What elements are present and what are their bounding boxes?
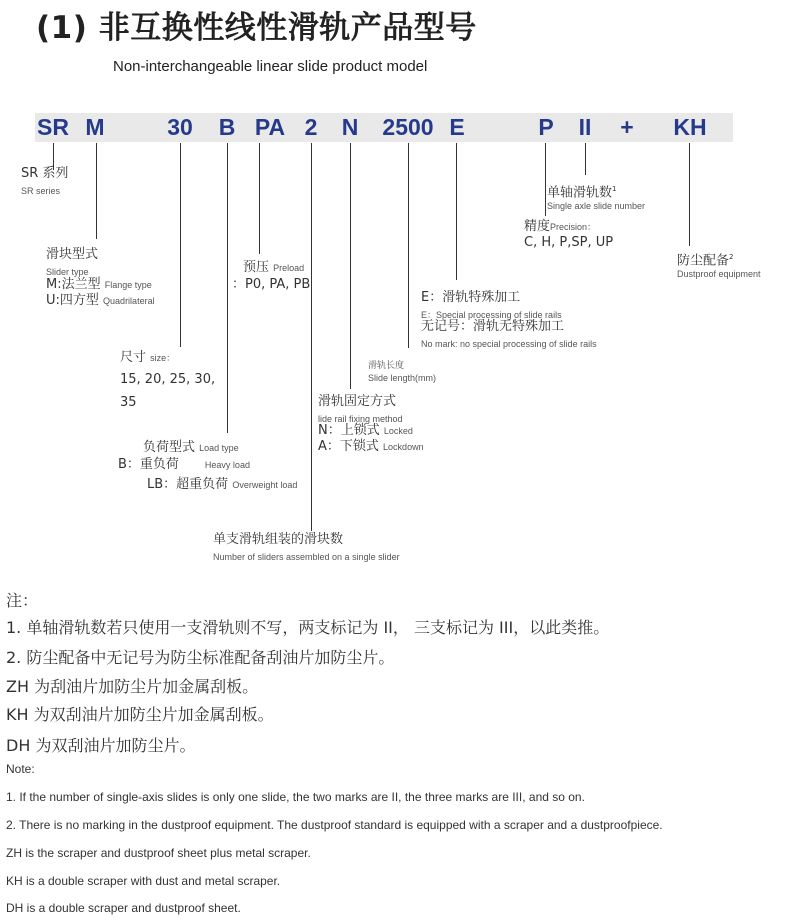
note-en-2: 2. There is no marking in the dustproof equipment. The dustproof standard is equipped with a scraper and a dustproofpiece. bbox=[6, 818, 663, 832]
label-length-en: Slide length(mm) bbox=[368, 373, 437, 383]
label-load-heavy: B：重负荷 Heavy load bbox=[118, 457, 250, 472]
leader-fixing-method bbox=[350, 143, 351, 389]
leader-dustproof bbox=[689, 143, 690, 246]
note-cn-zh: ZH 为刮油片加防尘片加金属刮板。 bbox=[6, 677, 259, 696]
code-plus: + bbox=[620, 114, 634, 140]
label-length: 滑轨长度 bbox=[368, 360, 405, 370]
code-sr: SR bbox=[37, 114, 69, 140]
note-cn-2: 2. 防尘配备中无记号为防尘标准配备刮油片加防尘片。 bbox=[6, 648, 395, 667]
label-slider-type-en: Slider type bbox=[46, 267, 89, 277]
code-special-processing: E bbox=[449, 114, 465, 140]
page-subtitle: Non-interchangeable linear slide product model bbox=[113, 58, 428, 75]
note-en-dh: DH is a double scraper and dustproof sheet. bbox=[6, 901, 241, 915]
page-title: (1) 非互换性线性滑轨产品型号 bbox=[36, 10, 477, 46]
label-load-overweight: LB：超重负荷 Overweight load bbox=[147, 477, 298, 492]
note-cn-1: 1. 单轴滑轨数若只使用一支滑轨则不写，两支标记为 II， 三支标记为 III，以此类推。 bbox=[6, 618, 610, 637]
label-fixing-locked: N：上锁式 Locked bbox=[318, 423, 413, 438]
label-size: 尺寸 size： bbox=[120, 350, 176, 365]
label-precision: 精度Precision： bbox=[524, 219, 597, 234]
label-size-values: 15, 20, 25, 30, bbox=[120, 372, 216, 387]
leader-single-axis-number bbox=[585, 143, 586, 175]
code-preload: PA bbox=[254, 114, 286, 140]
label-sr-series-en: SR series bbox=[21, 186, 61, 196]
note-en-1: 1. If the number of single-axis slides is only one slide, the two marks are II, the three marks are III, and so on. bbox=[6, 790, 585, 804]
leader-size bbox=[180, 143, 181, 347]
label-preload-values: ：P0, PA, PB bbox=[232, 277, 311, 292]
label-fixing-method: 滑轨固定方式 bbox=[318, 394, 397, 409]
label-preload: 预压 Preload bbox=[243, 260, 305, 275]
label-special-none: 无记号：滑轨无特殊加工 bbox=[421, 319, 565, 334]
label-slider-flange: M:法兰型 Flange type bbox=[46, 277, 152, 292]
label-size-values-2: 35 bbox=[120, 395, 137, 410]
code-slider-type: M bbox=[85, 114, 105, 140]
code-single-axis-number: II bbox=[578, 114, 592, 140]
label-slider-count-en: Number of sliders assembled on a single slider bbox=[213, 552, 400, 562]
label-load-type: 负荷型式 Load type bbox=[143, 440, 239, 455]
leader-slider-count bbox=[311, 143, 312, 531]
label-dustproof: 防尘配备$^2$ bbox=[677, 253, 734, 269]
note-cn-heading: 注： bbox=[6, 591, 39, 610]
label-special-none-en: No mark: no special processing of slide rails bbox=[421, 339, 597, 349]
leader-special-processing bbox=[456, 143, 457, 280]
label-fixing-method-en: lide rail fixing method bbox=[318, 414, 403, 424]
leader-precision bbox=[545, 143, 546, 216]
label-fixing-lockdown: A：下锁式 Lockdown bbox=[318, 439, 424, 454]
label-single-axis-en: Single axle slide number bbox=[547, 201, 646, 211]
label-slider-count: 单支滑轨组装的滑块数 bbox=[213, 532, 344, 547]
note-cn-dh: DH 为双刮油片加防尘片。 bbox=[6, 736, 196, 755]
leader-preload bbox=[259, 143, 260, 254]
code-length: 2500 bbox=[382, 114, 434, 140]
label-special-e-en: E：Special processing of slide rails bbox=[421, 310, 562, 320]
code-fixing-method: N bbox=[341, 114, 359, 140]
note-en-heading: Note: bbox=[6, 762, 35, 776]
leader-slider-type bbox=[96, 143, 97, 239]
label-single-axis: 单轴滑轨数$^1$ bbox=[547, 185, 617, 201]
code-load-type: B bbox=[218, 114, 236, 140]
note-cn-kh: KH 为双刮油片加防尘片加金属刮板。 bbox=[6, 705, 274, 724]
leader-length bbox=[408, 143, 409, 348]
label-dustproof-en: Dustproof equipment bbox=[677, 269, 761, 279]
leader-load-type bbox=[227, 143, 228, 433]
label-sr-series: SR 系列 bbox=[21, 166, 69, 181]
code-size: 30 bbox=[167, 114, 193, 140]
label-special-e: E：滑轨特殊加工 bbox=[421, 290, 521, 305]
code-slider-count: 2 bbox=[304, 114, 318, 140]
note-en-kh: KH is a double scraper with dust and metal scraper. bbox=[6, 874, 281, 888]
label-slider-type: 滑块型式 bbox=[46, 247, 99, 262]
note-en-zh: ZH is the scraper and dustproof sheet plus metal scraper. bbox=[6, 846, 311, 860]
label-slider-quadrilateral: U:四方型 Quadrilateral bbox=[46, 293, 155, 308]
code-dustproof: KH bbox=[673, 114, 707, 140]
code-precision: P bbox=[538, 114, 554, 140]
label-precision-values: C, H, P,SP, UP bbox=[524, 235, 614, 250]
